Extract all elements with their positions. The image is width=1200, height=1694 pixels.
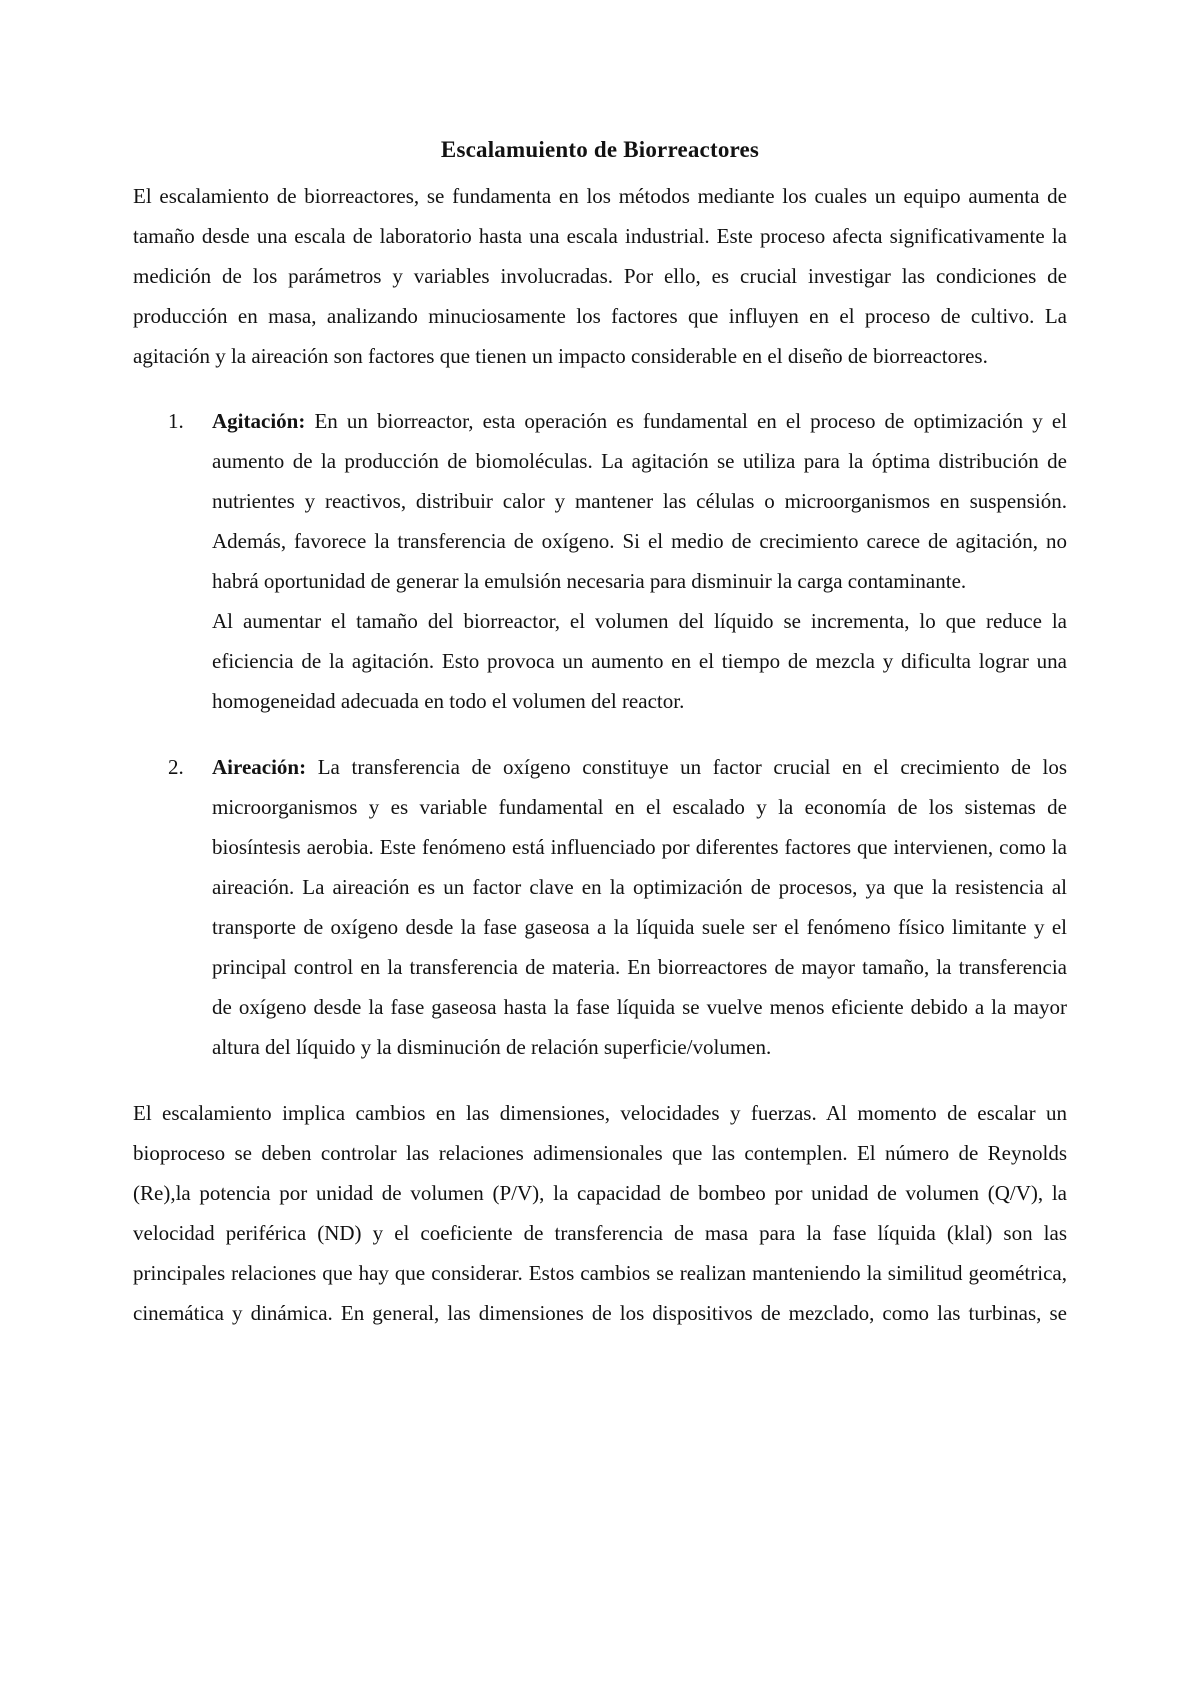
- list-item-1-body: En un biorreactor, esta operación es fundamental en el proceso de optimización y el aumento de la producción de biomoléculas. La agitación se utiliza para la óptima distribución de nutrientes y reactivos, distribuir calor y mantener las células o microorganismos en suspensión. Además, favorece la transferencia de oxígeno. Si el medio de crecimiento carece de agitación, no habrá oportunidad de generar la emulsión necesaria para disminuir la carga contaminante.: [212, 409, 1067, 593]
- list-item-aireacion: [133, 747, 1067, 1067]
- document-content: [133, 130, 1067, 1333]
- list-item-1-term: Agitación:: [212, 409, 306, 433]
- list-item-2-term: Aireación:: [212, 755, 307, 779]
- list-marker-2: 2.: [168, 755, 184, 779]
- list-item-1-continuation: Al aumentar el tamaño del biorreactor, el volumen del líquido se incrementa, lo que reduce la eficiencia de la agitación. Esto provoca un aumento en el tiempo de mezcla y dificulta lograr una homogeneidad adecuada en todo el volumen del reactor.: [212, 609, 1067, 713]
- list-item-2-body: La transferencia de oxígeno constituye un factor crucial en el crecimiento de los microorganismos y es variable fundamental en el escalado y la economía de los sistemas de biosíntesis aerobia. Este fenómeno está influenciado por diferentes factores que intervienen, como la aireación. La aireación es un factor clave en la optimización de procesos, ya que la resistencia al transporte de oxígeno desde la fase gaseosa a la líquida suele ser el fenómeno físico limitante y el principal control en la transferencia de materia. En biorreactores de mayor tamaño, la transferencia de oxígeno desde la fase gaseosa hasta la fase líquida se vuelve menos eficiente debido a la mayor altura del líquido y la disminución de relación superficie/volumen.: [212, 755, 1068, 1059]
- outro-paragraph: El escalamiento implica cambios en las dimensiones, velocidades y fuerzas. Al momento de escalar un bioproceso se deben controlar las relaciones adimensionales que las contemplen. El número de Reynolds (Re),la potencia por unidad de volumen (P/V), la capacidad de bombeo por unidad de volumen (Q/V), la velocidad periférica (ND) y el coeficiente de transferencia de masa para la fase líquida (klal) son las principales relaciones que hay que considerar. Estos cambios se realizan manteniendo la similitud geométrica, cinemática y dinámica. En general, las dimensiones de los dispositivos de mezclado, como las turbinas, se: [133, 1101, 1067, 1325]
- document-title: Escalamuiento de Biorreactores: [440, 137, 760, 162]
- list-item-agitacion: [133, 401, 1067, 721]
- list-item-1-paragraph: [212, 401, 1067, 601]
- list-item-2-paragraph: [212, 747, 1067, 1067]
- list-marker-1: 1.: [168, 409, 184, 433]
- intro-paragraph: El escalamiento de biorreactores, se fundamenta en los métodos mediante los cuales un equipo aumenta de tamaño desde una escala de laboratorio hasta una escala industrial. Este proceso afecta significativamente la medición de los parámetros y variables involucradas. Por ello, es crucial investigar las condiciones de producción en masa, analizando minuciosamente los factores que influyen en el proceso de cultivo. La agitación y la aireación son factores que tienen un impacto considerable en el diseño de biorreactores.: [133, 184, 1067, 368]
